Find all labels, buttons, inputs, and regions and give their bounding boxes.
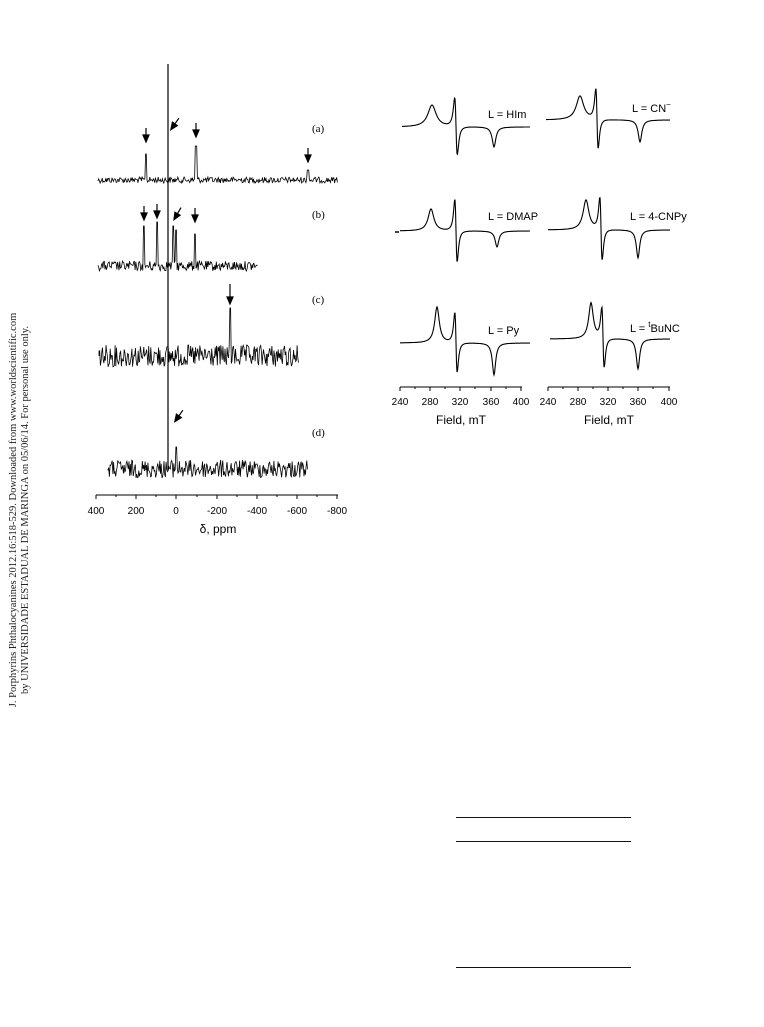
epr-trace-tBuNC: [550, 303, 670, 369]
epr-trace-CN: [546, 89, 670, 149]
download-notice-line2: by UNIVERSIDADE ESTADUAL DE MARINGA on 05/06/14. For personal use only.: [20, 326, 31, 694]
download-notice: [2, 310, 38, 710]
epr-trace-4CNPy: [548, 197, 670, 259]
epr-label-HIm: L = HIm: [488, 109, 527, 121]
arrow-icon: [154, 204, 160, 218]
epr-trace-Py: [400, 307, 530, 375]
nmr-spectra-figure: [80, 60, 370, 550]
epr-label-Py: L = Py: [488, 325, 520, 337]
arrow-icon: [172, 408, 185, 423]
epr-spectra-figure: [390, 55, 690, 435]
epr-right-tick-label: 240: [539, 397, 557, 408]
epr-right-x-axis: [540, 387, 678, 427]
epr-left-tick-label: 360: [482, 397, 500, 408]
table-header-rule: [456, 841, 631, 842]
epr-left-x-axis: [392, 387, 530, 427]
arrow-icon: [193, 123, 199, 137]
nmr-panel-label-b: (b): [312, 209, 325, 221]
nmr-trace-d: [108, 447, 308, 478]
table-bottom-rule: [456, 967, 631, 968]
nmr-tick-label: -200: [206, 506, 228, 517]
nmr-tick-label: -600: [286, 506, 308, 517]
nmr-panel-label-c: (c): [312, 294, 325, 306]
table-top-rule: [456, 817, 631, 818]
epr-label-CN: L = CN−: [632, 100, 671, 115]
nmr-panel-label-d: (d): [312, 427, 325, 439]
epr-trace-HIm: [402, 98, 530, 154]
epr-left-axis-label: Field, mT: [435, 413, 487, 427]
arrow-icon: [227, 284, 233, 304]
nmr-x-axis-label: δ, ppm: [199, 522, 237, 536]
download-notice-line1: J. Porphyrins Phthalocyanines 2012.16:518-529. Downloaded from www.worldscientific.com: [8, 312, 19, 708]
epr-left-tick-label: 240: [391, 397, 409, 408]
nmr-tick-label: 200: [127, 506, 145, 517]
nmr-arrows-b: [141, 204, 198, 222]
nmr-tick-label: 400: [87, 506, 105, 517]
nmr-trace-a: [98, 146, 337, 183]
arrow-icon: [168, 116, 181, 131]
nmr-tick-label: -400: [246, 506, 268, 517]
epr-left-tick-label: 320: [451, 397, 469, 408]
nmr-arrows-d: [172, 408, 185, 423]
nmr-trace-b: [98, 222, 258, 271]
arrow-icon: [143, 128, 149, 142]
nmr-x-axis: [88, 495, 348, 536]
nmr-arrows-c: [227, 284, 233, 304]
epr-right-tick-label: 400: [660, 397, 678, 408]
epr-right-axis-label: Field, mT: [583, 413, 635, 427]
epr-label-DMAP: L = DMAP: [488, 211, 539, 223]
epr-right-tick-label: 280: [569, 397, 587, 408]
nmr-tick-label: -800: [326, 506, 348, 517]
nmr-trace-c: [99, 308, 299, 367]
nmr-tick-label: 0: [173, 506, 179, 517]
epr-left-tick-label: 280: [421, 397, 439, 408]
epr-trace-DMAP: [400, 200, 530, 262]
nmr-panel-label-a: (a): [312, 123, 325, 135]
epr-left-tick-label: 400: [512, 397, 530, 408]
arrow-icon: [141, 206, 147, 220]
epr-label-tBuNC: L = $^t$BuNC: [630, 320, 680, 335]
epr-right-tick-label: 320: [599, 397, 617, 408]
epr-label-4CNPy: L = 4-CNPy: [630, 211, 687, 223]
arrow-icon: [192, 208, 198, 222]
arrow-icon: [171, 206, 183, 221]
epr-right-tick-label: 360: [629, 397, 647, 408]
arrow-icon: [305, 148, 311, 162]
